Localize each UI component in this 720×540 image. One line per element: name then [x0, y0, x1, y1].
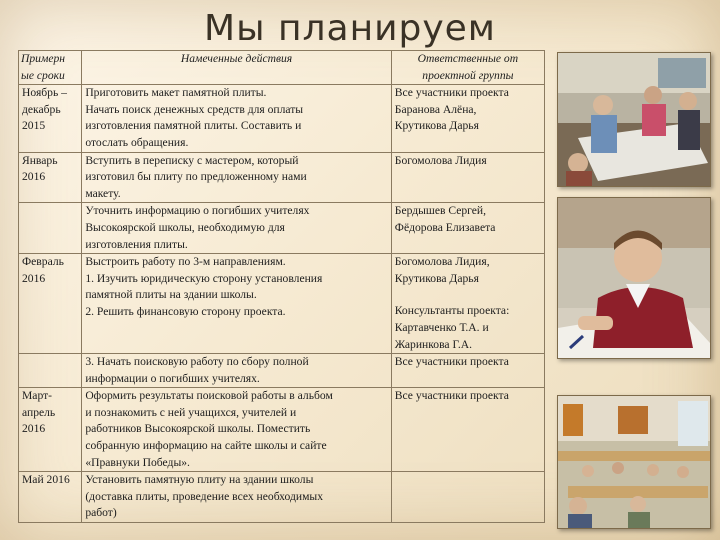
terms-cell-line: 2015 [22, 119, 46, 133]
actions-cell-line: изготовления плиты. [85, 237, 188, 251]
table-row [19, 254, 545, 354]
actions-cell-line: «Правнуки Победы». [85, 455, 190, 469]
terms-cell-line: 2016 [22, 422, 46, 436]
responsible-spacer [395, 287, 541, 303]
actions-cell-line: Оформить результаты поисковой работы в альбом [85, 389, 333, 403]
header-actions-line: Намеченные действия [180, 52, 293, 65]
actions-cell-line: изготовления памятной плиты. Составить и [85, 119, 302, 133]
terms-cell [19, 354, 82, 388]
terms-cell-line: Май 2016 [22, 473, 70, 487]
responsible-cell [391, 354, 544, 388]
table-row [19, 472, 545, 523]
terms-cell-line: Ноябрь – [22, 86, 67, 100]
consultants-line: Консультанты проекта: [394, 304, 510, 318]
responsible-cell-line: Бердышев Сергей, [394, 204, 487, 218]
responsible-cell-line: Богомолова Лидия [394, 153, 487, 167]
responsible-cell [391, 254, 544, 354]
terms-cell-line: декабрь [22, 102, 61, 116]
photo-classroom-overview-image [558, 396, 710, 528]
actions-cell-line: Приготовить макет памятной плиты. [85, 86, 267, 100]
responsible-cell-line: Крутикова Дарья [394, 119, 479, 133]
actions-cell-line: Начать поиск денежных средств для оплаты [85, 102, 304, 116]
photo-classroom-overview [557, 395, 711, 529]
table-row [19, 203, 545, 254]
actions-cell-line: Установить памятную плиту на здании школы [85, 473, 314, 487]
photo-classroom-group [557, 52, 711, 187]
table-row [19, 85, 545, 152]
actions-cell-line: Вступить в переписку с мастером, который [85, 153, 299, 167]
actions-cell-line: 1. Изучить юридическую сторону установления [85, 271, 323, 285]
actions-cell-line: информации о погибших учителях. [85, 371, 260, 385]
header-responsible [391, 51, 544, 85]
actions-cell-line: (доставка плиты, проведение всех необходимых [85, 489, 324, 503]
actions-cell-line: 3. Начать поисковую работу по сбору полной [85, 355, 309, 369]
table-row [19, 388, 545, 472]
slide-title: Мы планируем [204, 8, 496, 49]
terms-cell [19, 472, 82, 523]
header-terms-line: Примерн [21, 52, 66, 65]
table-row [19, 354, 545, 388]
actions-cell-line: макету. [85, 186, 121, 200]
table-row [19, 152, 545, 203]
responsible-cell-line: Все участники проекта [394, 355, 509, 369]
actions-cell-line: работников Высокоярской школы. Поместить [85, 422, 311, 436]
header-terms [19, 51, 82, 85]
actions-cell-line: 2. Решить финансовую сторону проекта. [85, 304, 286, 318]
terms-cell-line: 2016 [22, 271, 46, 285]
terms-cell-line: 2016 [22, 170, 46, 184]
header-responsible-line: Ответственные от [417, 52, 519, 65]
responsible-cell-line: Все участники проекта [394, 389, 509, 403]
actions-cell-line: и познакомить с ней учащихся, учителей и [85, 405, 297, 419]
actions-cell [82, 472, 391, 523]
photo-boy-writing-image [558, 198, 710, 358]
actions-cell [82, 203, 391, 254]
actions-cell [82, 152, 391, 203]
responsible-cell [391, 388, 544, 472]
responsible-cell-line: Фёдорова Елизавета [394, 220, 496, 234]
terms-cell [19, 203, 82, 254]
actions-cell-line: изготовил бы плиту по предложенному нами [85, 170, 307, 184]
responsible-cell-line: Баранова Алёна, [394, 102, 477, 116]
terms-cell [19, 388, 82, 472]
responsible-cell-line: Богомолова Лидия, [394, 255, 490, 269]
header-actions [82, 51, 391, 85]
terms-cell [19, 152, 82, 203]
actions-cell-line: Выстроить работу по 3-м направлениям. [85, 255, 286, 269]
responsible-cell-line: Крутикова Дарья [394, 271, 479, 285]
responsible-cell [391, 152, 544, 203]
actions-cell [82, 85, 391, 152]
actions-cell [82, 254, 391, 354]
terms-cell-line: апрель [22, 405, 56, 419]
actions-cell-line: собранную информацию на сайте школы и сайте [85, 439, 327, 453]
actions-cell [82, 354, 391, 388]
actions-cell-line: работ) [85, 506, 117, 520]
header-responsible-line: проектной группы [422, 68, 514, 82]
header-terms-line: ые сроки [21, 68, 65, 82]
responsible-cell [391, 85, 544, 152]
terms-cell-line: Март- [22, 389, 53, 403]
actions-cell-line: отослать обращения. [85, 135, 189, 149]
terms-cell [19, 85, 82, 152]
terms-cell-line: Январь [22, 153, 58, 167]
actions-cell-line: памятной плиты на здании школы. [85, 288, 257, 302]
consultants-line: Жаринкова Г.А. [394, 337, 473, 351]
responsible-cell [391, 472, 544, 523]
responsible-cell-line: Все участники проекта [394, 86, 509, 100]
photo-boy-writing [557, 197, 711, 359]
photo-classroom-group-image [558, 53, 710, 186]
actions-cell-line: Уточнить информацию о погибших учителях [85, 204, 310, 218]
table-body [19, 85, 545, 523]
actions-cell-line: Высокоярской школы, необходимую для [85, 220, 285, 234]
responsible-cell [391, 203, 544, 254]
terms-cell [19, 254, 82, 354]
actions-cell [82, 388, 391, 472]
plan-table [18, 50, 545, 523]
consultants-line: Картавченко Т.А. и [394, 320, 489, 334]
terms-cell-line: Февраль [22, 255, 64, 269]
table-header-row [19, 51, 545, 85]
